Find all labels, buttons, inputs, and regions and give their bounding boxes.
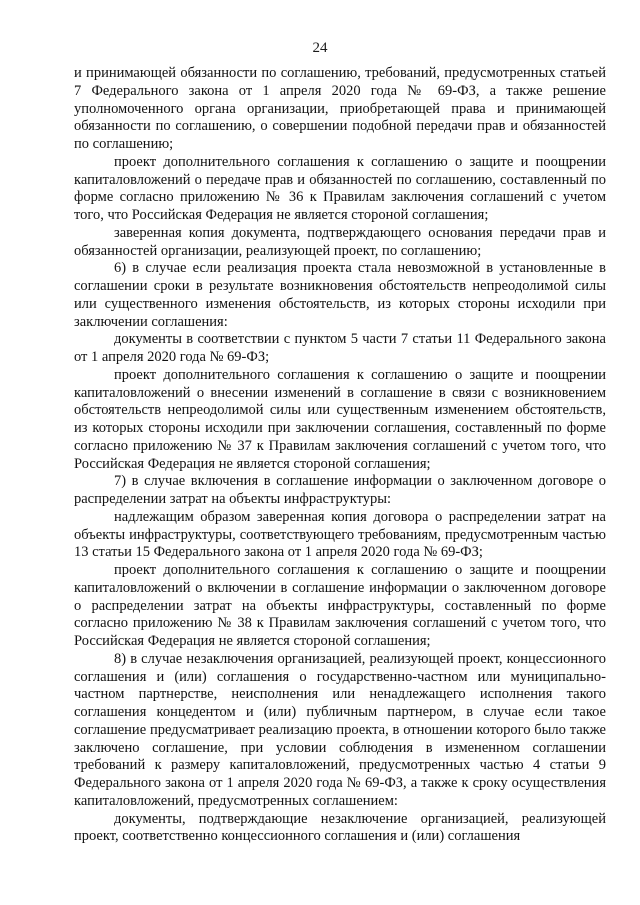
paragraph-documents-item-8: документы, подтверждающие незаключение организацией, реализующей проект, соответственно концессионного соглашения и (или) соглашения: [74, 810, 606, 845]
paragraph-item-8: 8) в случае незаключения организацией, реализующей проект, концессионного соглашения и (или) соглашения о государственно-частном или муниципально-частном партнерстве, неисполнения или ненадлежащего исполнения такого соглашения концедентом и (или) публичным партнером, в случае если такое соглашение предусматривает реализацию проекта, в отношении которого было также заключено соглашение, при условии соблюдения в измененном соглашении требований к размеру капиталовложений, предусмотренных частью 4 статьи 9 Федерального закона от 1 апреля 2020 года № 69-ФЗ, а также к сроку осуществления капиталовложений, предусмотренных соглашением:: [74, 650, 606, 809]
paragraph-draft-agreement-transfer: проект дополнительного соглашения к соглашению о защите и поощрении капиталовложений о передаче прав и обязанностей по соглашению, составленный по форме согласно приложению № 36 к Правилам заключения соглашений с учетом того, что Российская Федерация не является стороной соглашения;: [74, 153, 606, 223]
document-body: [74, 65, 606, 846]
paragraph-continuation: и принимающей обязанности по соглашению, требований, предусмотренных статьей 7 Федерального закона от 1 апреля 2020 года № 69-ФЗ, а также решение уполномоченного органа организации, приобретающей права и принимающей обязанности по соглашению, о совершении подобной передачи прав и обязанностей по соглашению;: [74, 65, 606, 152]
paragraph-item-7: 7) в случае включения в соглашение информации о заключенном договоре о распределении затрат на объекты инфраструктуры:: [74, 473, 606, 507]
paragraph-item-6: 6) в случае если реализация проекта стала невозможной в установленные в соглашении сроки в результате возникновения обстоятельств непреодолимой силы или существенного изменения обстоятельств, из которых стороны исходили при заключении соглашения:: [74, 260, 606, 330]
paragraph-draft-agreement-force-majeure: проект дополнительного соглашения к соглашению о защите и поощрении капиталовложений о внесении изменений в соглашение в связи с возникновением обстоятельств непреодолимой силы или существенным изменением обстоятельств, из которых стороны исходили при заключении соглашения, составленный по форме согласно приложению № 37 к Правилам заключения соглашений с учетом того, что Российская Федерация не является стороной соглашения;: [74, 366, 606, 472]
paragraph-certified-copy-transfer: заверенная копия документа, подтверждающего основания передачи прав и обязанностей организации, реализующей проект, по соглашению;: [74, 224, 606, 259]
page-number: 24: [312, 40, 328, 56]
paragraph-draft-agreement-cost-allocation: проект дополнительного соглашения к соглашению о защите и поощрении капиталовложений о включении в соглашение информации о заключенном договоре о распределении затрат на объекты инфраструктуры, составленный по форме согласно приложению № 38 к Правилам заключения соглашений с учетом того, что Российская Федерация не является стороной соглашения;: [74, 562, 606, 649]
paragraph-certified-copy-cost-allocation: надлежащим образом заверенная копия договора о распределении затрат на объекты инфраструктуры, соответствующего требованиям, предусмотренным частью 13 статьи 15 Федерального закона от 1 апреля 2020 года № 69-ФЗ;: [74, 508, 606, 561]
paragraph-documents-item-6: документы в соответствии с пунктом 5 части 7 статьи 11 Федерального закона от 1 апреля 2020 года № 69-ФЗ;: [74, 331, 606, 365]
